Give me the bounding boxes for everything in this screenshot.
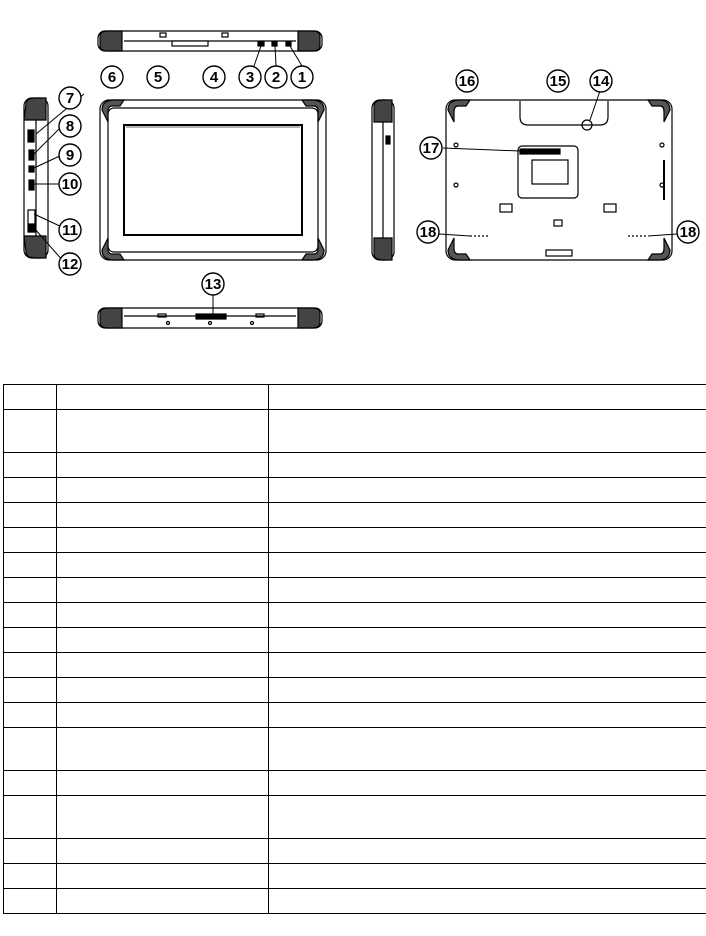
table-row <box>4 678 706 703</box>
table-cell-number <box>4 553 57 578</box>
svg-text:14: 14 <box>592 73 610 90</box>
svg-text:18: 18 <box>679 224 697 241</box>
callout-17 <box>420 137 442 159</box>
table-cell-description <box>269 578 706 603</box>
callout-16 <box>456 70 478 92</box>
table-row <box>4 578 706 603</box>
table-cell-description <box>269 864 706 889</box>
table-cell-description <box>269 728 706 771</box>
table-cell-description <box>269 528 706 553</box>
callout-15 <box>547 70 569 92</box>
table-row <box>4 703 706 728</box>
table-row <box>4 553 706 578</box>
table-row <box>4 603 706 628</box>
table-cell-name <box>57 889 269 914</box>
table-row <box>4 528 706 553</box>
svg-text:1: 1 <box>297 69 307 86</box>
table-cell-name <box>57 385 269 410</box>
table-cell-description <box>269 678 706 703</box>
left-side-view <box>24 98 48 258</box>
table-row <box>4 653 706 678</box>
svg-text:3: 3 <box>245 69 255 86</box>
callout-2 <box>265 66 287 88</box>
table-cell-name <box>57 503 269 528</box>
table-row <box>4 864 706 889</box>
table-row <box>4 796 706 839</box>
table-cell-description <box>269 553 706 578</box>
table-cell-description <box>269 410 706 453</box>
table-cell-name <box>57 678 269 703</box>
table-cell-name <box>57 771 269 796</box>
callout-6 <box>101 66 123 88</box>
table-cell-name <box>57 553 269 578</box>
table-cell-number <box>4 603 57 628</box>
svg-text:7: 7 <box>65 90 75 107</box>
table-cell-name <box>57 410 269 453</box>
table-cell-description <box>269 796 706 839</box>
table-cell-number <box>4 628 57 653</box>
table-cell-number <box>4 478 57 503</box>
callout-10 <box>59 173 81 195</box>
table-cell-name <box>57 453 269 478</box>
table-cell-name <box>57 653 269 678</box>
table-cell-number <box>4 864 57 889</box>
table-cell-description <box>269 453 706 478</box>
svg-text:5: 5 <box>153 69 163 86</box>
table-cell-number <box>4 771 57 796</box>
table-row <box>4 628 706 653</box>
table-cell-name <box>57 839 269 864</box>
svg-text:4: 4 <box>209 69 219 86</box>
table-cell-number <box>4 410 57 453</box>
table-cell-name <box>57 703 269 728</box>
svg-text:6: 6 <box>107 69 117 86</box>
svg-text:12: 12 <box>61 256 79 273</box>
table-cell-number <box>4 889 57 914</box>
table-cell-name <box>57 478 269 503</box>
svg-text:18: 18 <box>419 224 437 241</box>
table-cell-description <box>269 889 706 914</box>
table-cell-number <box>4 385 57 410</box>
table-cell-description <box>269 628 706 653</box>
table-cell-name <box>57 796 269 839</box>
right-side-view <box>372 100 394 260</box>
callout-8 <box>59 115 81 137</box>
table-row <box>4 478 706 503</box>
callout-5 <box>147 66 169 88</box>
callout-1 <box>291 66 313 88</box>
table-cell-number <box>4 678 57 703</box>
callout-18-right <box>677 221 699 243</box>
table-cell-name <box>57 603 269 628</box>
table-cell-number <box>4 528 57 553</box>
table-row <box>4 503 706 528</box>
table-cell-number <box>4 796 57 839</box>
table-cell-description <box>269 839 706 864</box>
table-cell-description <box>269 478 706 503</box>
table-cell-name <box>57 578 269 603</box>
table-cell-description <box>269 385 706 410</box>
svg-text:16: 16 <box>458 73 476 90</box>
table-cell-name <box>57 864 269 889</box>
front-view <box>100 100 326 260</box>
callout-3 <box>239 66 261 88</box>
component-table <box>3 384 706 914</box>
bottom-edge-view <box>98 308 322 328</box>
callout-7 <box>59 87 81 109</box>
table-row <box>4 728 706 771</box>
table-cell-description <box>269 703 706 728</box>
table-cell-description <box>269 603 706 628</box>
svg-text:9: 9 <box>65 147 75 164</box>
table-cell-number <box>4 703 57 728</box>
callout-4 <box>203 66 225 88</box>
table-row <box>4 453 706 478</box>
table-cell-number <box>4 503 57 528</box>
table-cell-number <box>4 578 57 603</box>
table-cell-description <box>269 503 706 528</box>
callout-18-left <box>417 221 439 243</box>
svg-text:17: 17 <box>422 140 440 157</box>
svg-text:15: 15 <box>549 73 567 90</box>
callout-11 <box>59 219 81 241</box>
callout-9 <box>59 144 81 166</box>
svg-text:2: 2 <box>271 69 281 86</box>
back-view <box>446 100 672 260</box>
callout-12 <box>59 253 81 275</box>
table-cell-name <box>57 728 269 771</box>
table-cell-number <box>4 453 57 478</box>
tablet-diagram <box>0 0 706 340</box>
svg-text:10: 10 <box>61 176 79 193</box>
callout-13 <box>202 273 224 295</box>
table-cell-number <box>4 653 57 678</box>
svg-text:11: 11 <box>62 222 78 239</box>
table-cell-number <box>4 728 57 771</box>
svg-text:13: 13 <box>204 276 222 293</box>
callout-14 <box>590 70 612 92</box>
svg-text:8: 8 <box>65 118 75 135</box>
table-row <box>4 889 706 914</box>
table-cell-number <box>4 839 57 864</box>
table-row <box>4 771 706 796</box>
table-row <box>4 385 706 410</box>
top-edge-view <box>98 31 322 51</box>
table-cell-description <box>269 771 706 796</box>
table-cell-name <box>57 628 269 653</box>
table-cell-description <box>269 653 706 678</box>
table-cell-name <box>57 528 269 553</box>
table-row <box>4 839 706 864</box>
table-row <box>4 410 706 453</box>
